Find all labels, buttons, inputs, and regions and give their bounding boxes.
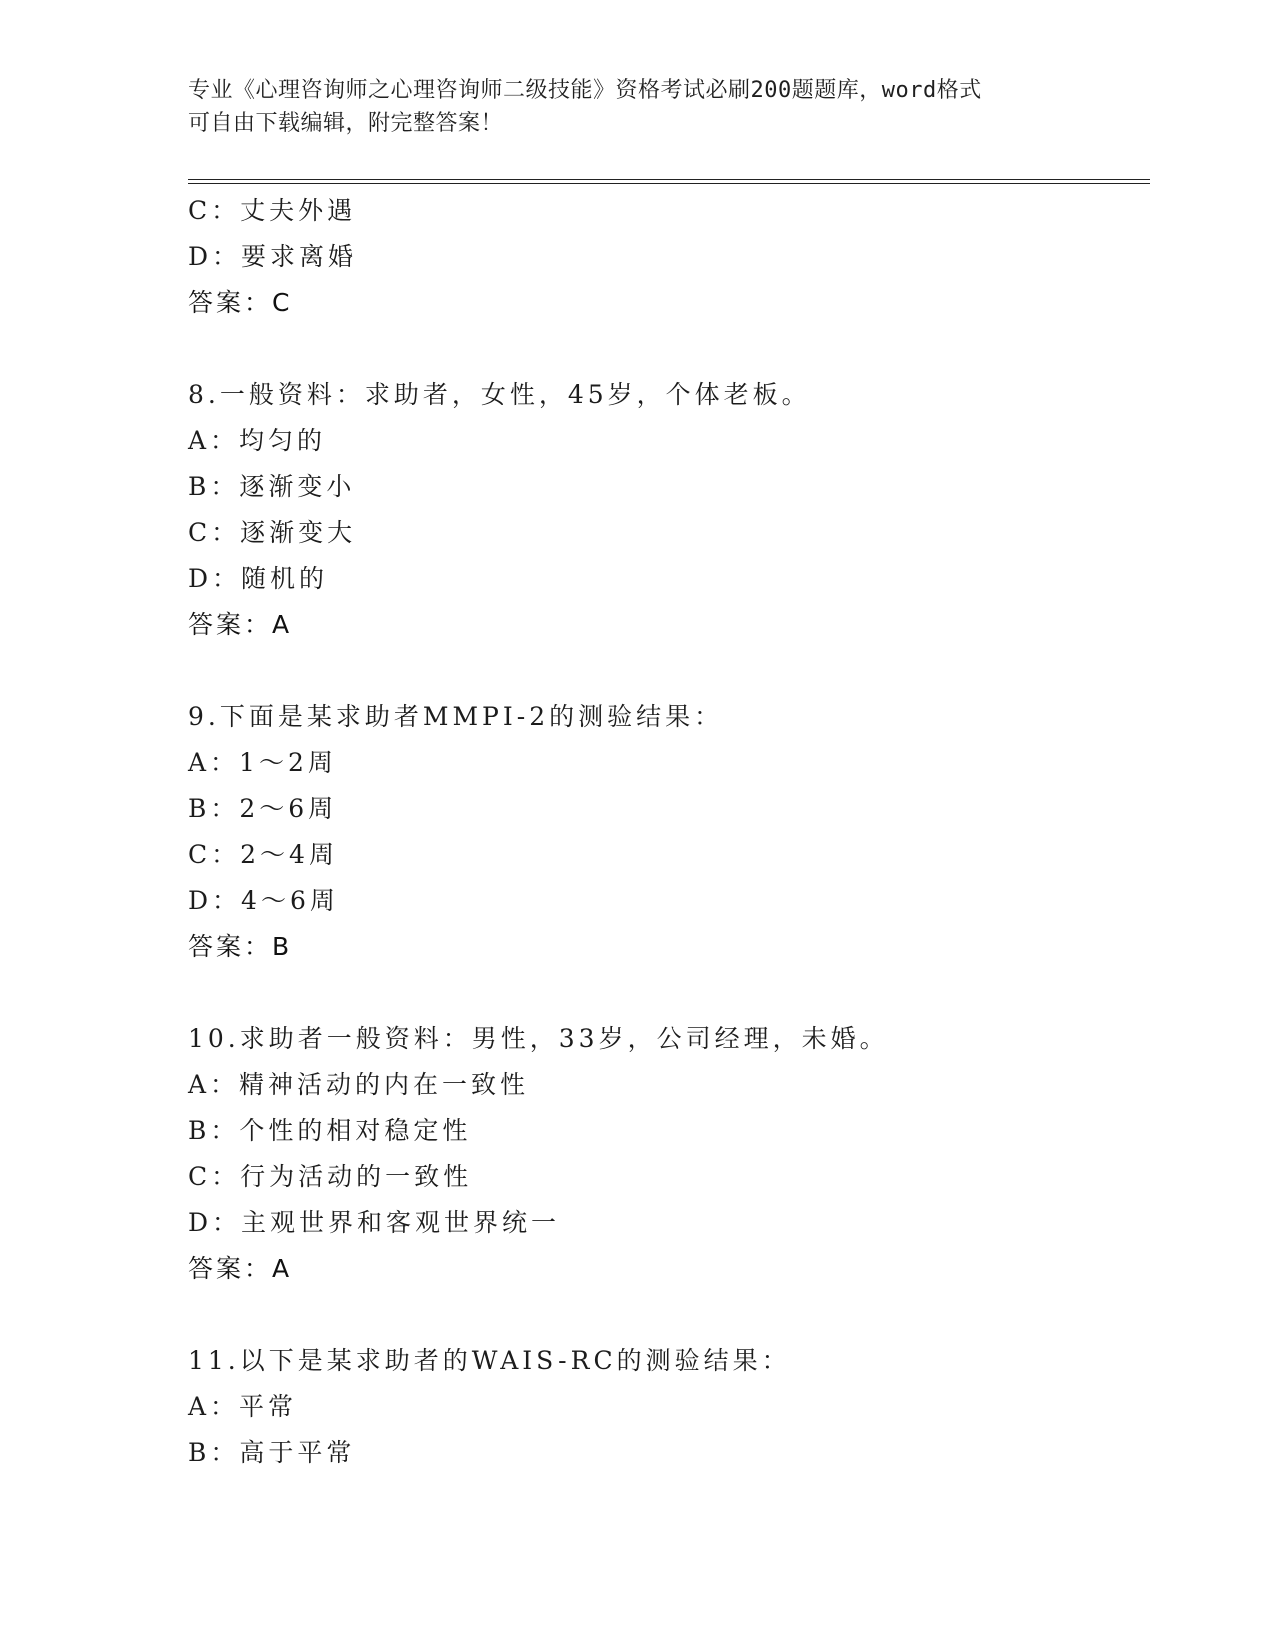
option-a: A：精神活动的内在一致性	[188, 1070, 530, 1099]
question-10	[188, 1016, 1148, 1292]
question-text: 10.求助者一般资料：男性，33岁，公司经理，未婚。	[188, 1024, 889, 1053]
option-d: D：主观世界和客观世界统一	[188, 1208, 561, 1237]
option-d: D：要求离婚	[188, 242, 358, 271]
question-9	[188, 694, 1148, 970]
header-line-2: 可自由下载编辑，附完整答案！	[188, 111, 504, 136]
option-c: C：逐渐变大	[188, 518, 357, 547]
option-d: D：4～6周	[188, 886, 339, 915]
option-c: C：2～4周	[188, 840, 338, 869]
spacer	[188, 326, 1148, 372]
spacer	[188, 1292, 1148, 1338]
answer-label: 答案：B	[188, 932, 293, 961]
question-text: 11.以下是某求助者的WAIS-RC的测验结果：	[188, 1346, 791, 1375]
option-a: A：1～2周	[188, 748, 337, 777]
spacer	[188, 970, 1148, 1016]
answer-label: 答案：C	[188, 288, 293, 317]
answer-label: 答案：A	[188, 1254, 293, 1283]
question-text: 9.下面是某求助者MMPI-2的测验结果：	[188, 702, 724, 731]
option-a: A：平常	[188, 1392, 298, 1421]
option-c: C：丈夫外遇	[188, 196, 357, 225]
option-d: D：随机的	[188, 564, 329, 593]
question-list	[188, 188, 1148, 1476]
question-7	[188, 188, 1148, 326]
answer-label: 答案：A	[188, 610, 293, 639]
option-b: B：逐渐变小	[188, 472, 356, 501]
question-text: 8.一般资料：求助者，女性，45岁，个体老板。	[188, 380, 811, 409]
header-line-1: 专业《心理咨询师之心理咨询师二级技能》资格考试必刷200题题库，word格式	[188, 78, 982, 103]
option-b: B：个性的相对稳定性	[188, 1116, 472, 1145]
spacer	[188, 648, 1148, 694]
option-b: B：2～6周	[188, 794, 338, 823]
document-header	[188, 74, 1088, 140]
question-8	[188, 372, 1148, 648]
question-11	[188, 1338, 1148, 1476]
option-b: B：高于平常	[188, 1438, 356, 1467]
header-divider-bottom	[188, 183, 1150, 184]
header-divider-top	[188, 179, 1150, 180]
option-c: C：行为活动的一致性	[188, 1162, 473, 1191]
option-a: A：均匀的	[188, 426, 327, 455]
